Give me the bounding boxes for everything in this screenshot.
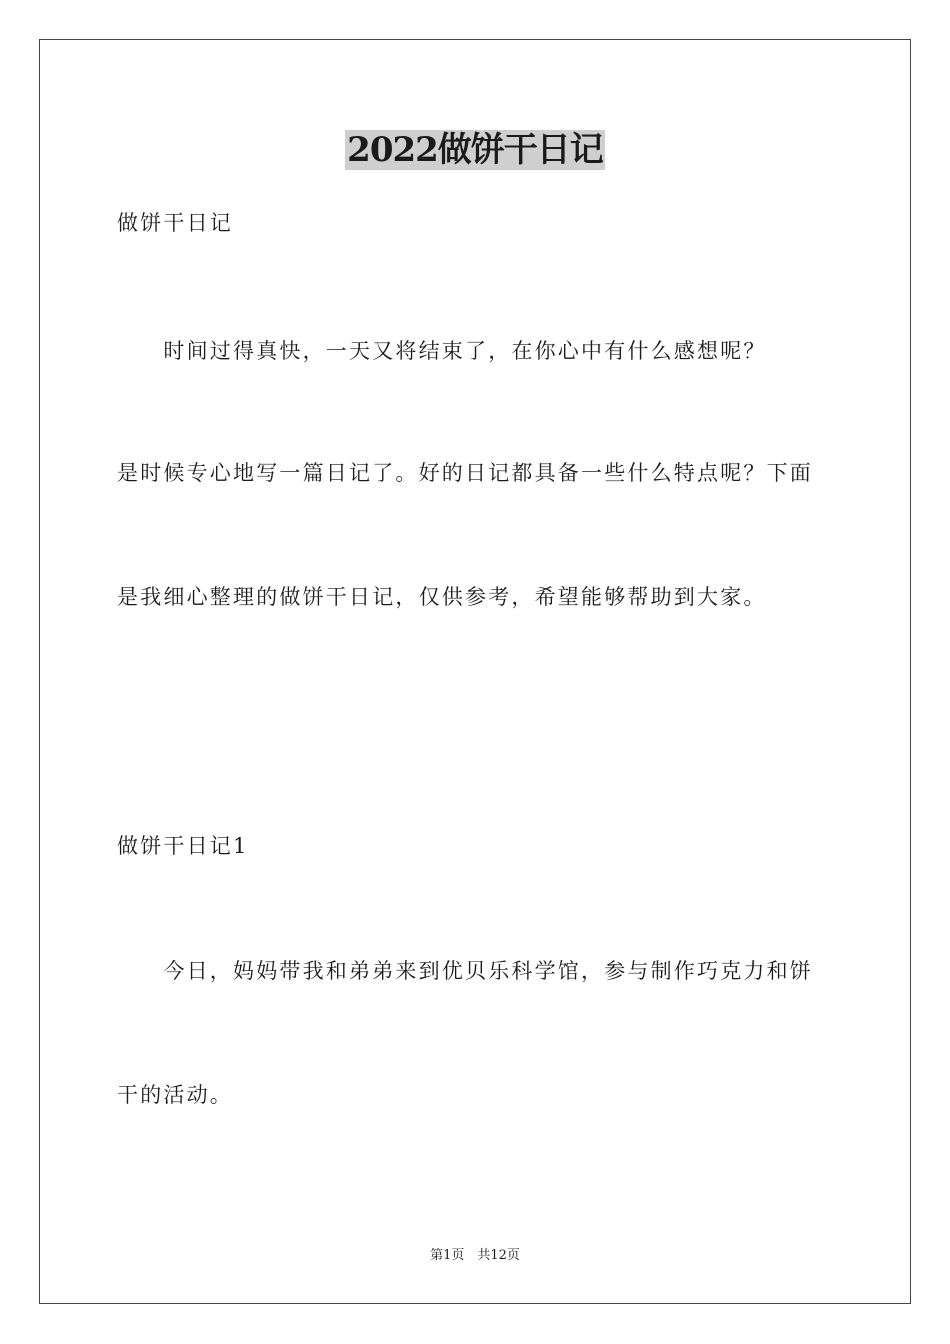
body-line-2: 干的活动。 [117,1083,233,1107]
intro-line-3: 是我细心整理的做饼干日记，仅供参考，希望能够帮助到大家。 [117,585,767,609]
intro-line-1: 时间过得真快，一天又将结束了，在你心中有什么感想呢？ [117,339,767,363]
intro-line-2: 是时候专心地写一篇日记了。好的日记都具备一些什么特点呢？下面 [117,461,813,485]
section-heading: 做饼干日记1 [117,834,249,858]
document-subtitle: 做饼干日记 [117,211,233,235]
page-footer: 第1页 共12页 [430,1248,520,1263]
body-line-1: 今日，妈妈带我和弟弟来到优贝乐科学馆，参与制作巧克力和饼 [117,959,813,983]
document-title-text: 2022做饼干日记 [347,130,603,170]
document-title [0,128,950,172]
